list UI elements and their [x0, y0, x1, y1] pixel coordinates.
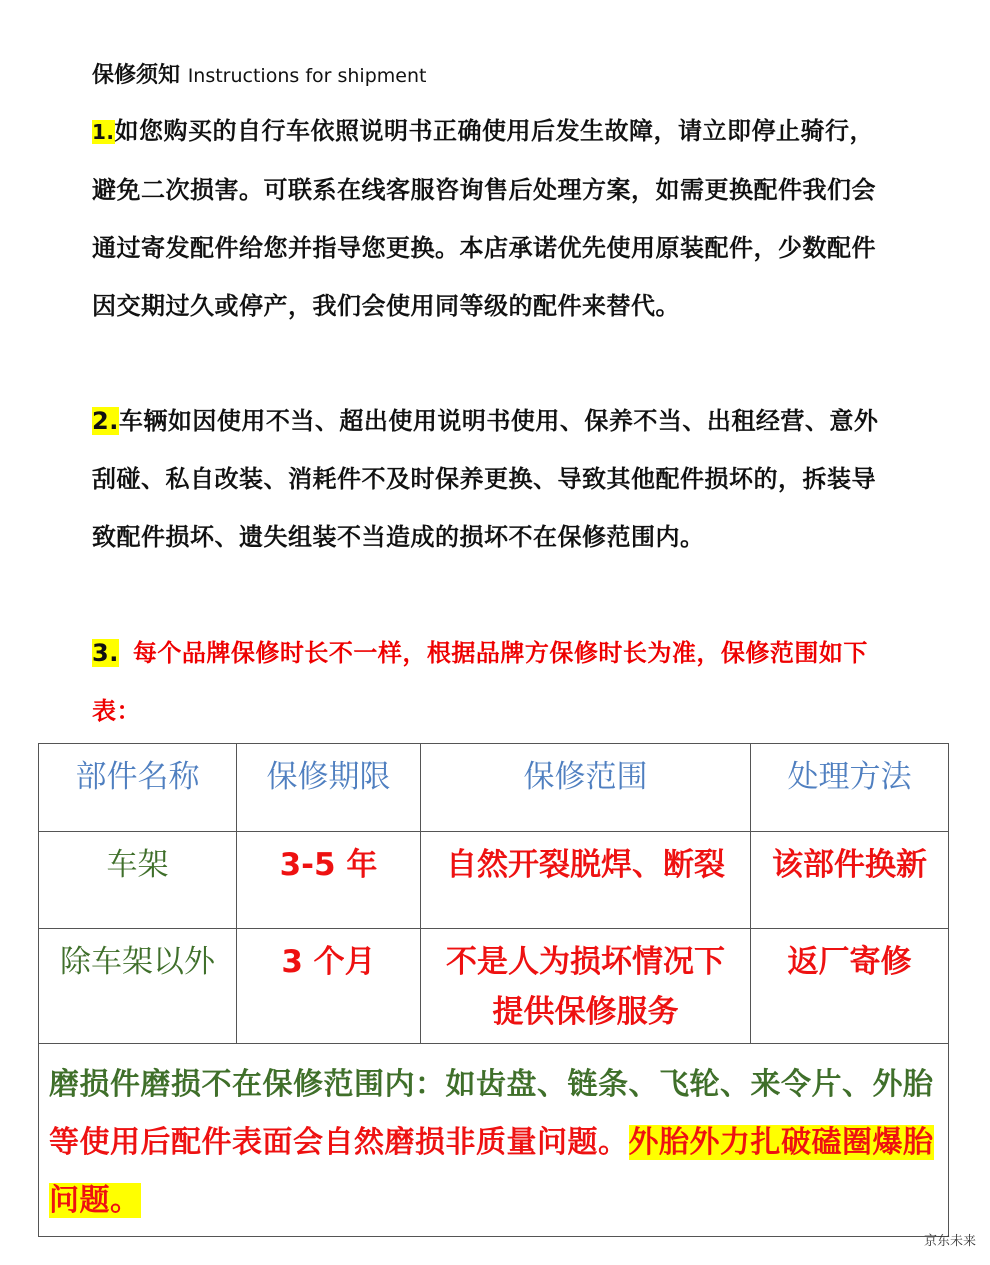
table-note-row: [39, 1044, 949, 1237]
cell-part-name: 除车架以外: [39, 929, 237, 1044]
section-3-number: 3.: [92, 639, 119, 667]
cell-warranty-scope: 不是人为损坏情况下提供保修服务: [421, 929, 751, 1044]
header-handling-method: 处理方法: [751, 744, 949, 832]
page-title: [92, 58, 426, 89]
cell-warranty-scope: 自然开裂脱焊、断裂: [421, 832, 751, 929]
section-3-text: 每个品牌保修时长不一样，根据品牌方保修时长为准，保修范围如下表：: [92, 639, 868, 725]
section-3: [92, 624, 882, 740]
section-2-text: 车辆如因使用不当、超出使用说明书使用、保养不当、出租经营、意外刮碰、私自改装、消耗件不及时保养更换、导致其他配件损坏的，拆装导致配件损坏、遗失组装不当造成的损坏不在保修范围内。: [92, 407, 879, 551]
cell-warranty-period: 3 个月: [237, 929, 421, 1044]
cell-handling-method: 返厂寄修: [751, 929, 949, 1044]
cell-warranty-period: 3-5 年: [237, 832, 421, 929]
title-cn: 保修须知: [92, 63, 181, 88]
cell-part-name: 车架: [39, 832, 237, 929]
table-row: [39, 832, 949, 929]
section-1-number: 1.: [92, 120, 115, 144]
note-wear-parts: 磨损件磨损不在保修范围内：如齿盘、链条、飞轮、来令片、外胎: [49, 1067, 934, 1102]
header-warranty-period: 保修期限: [237, 744, 421, 832]
cell-handling-method: 该部件换新: [751, 832, 949, 929]
section-1-text: 如您购买的自行车依照说明书正确使用后发生故障，请立即停止骑行，避免二次损害。可联系在线客服咨询售后处理方案，如需更换配件我们会通过寄发配件给您并指导您更换。本店承诺优先使用原装配件，少数配件因交期过久或停产，我们会使用同等级的配件来替代。: [92, 117, 876, 320]
section-2: [92, 392, 882, 566]
watermark: 京东未来: [923, 1234, 976, 1249]
section-1: [92, 102, 882, 335]
title-en: Instructions for shipment: [187, 65, 427, 87]
table-row: [39, 929, 949, 1044]
warranty-table: [38, 743, 949, 1237]
header-part-name: 部件名称: [39, 744, 237, 832]
section-2-number: 2.: [92, 407, 119, 435]
table-header-row: [39, 744, 949, 832]
header-warranty-scope: 保修范围: [421, 744, 751, 832]
wear-parts-note: [39, 1044, 949, 1237]
note-natural-wear: 等使用后配件表面会自然磨损非质量问题。: [49, 1125, 629, 1160]
note-tire-damage: 外胎外力扎破磕圈爆胎问题。: [49, 1125, 934, 1218]
